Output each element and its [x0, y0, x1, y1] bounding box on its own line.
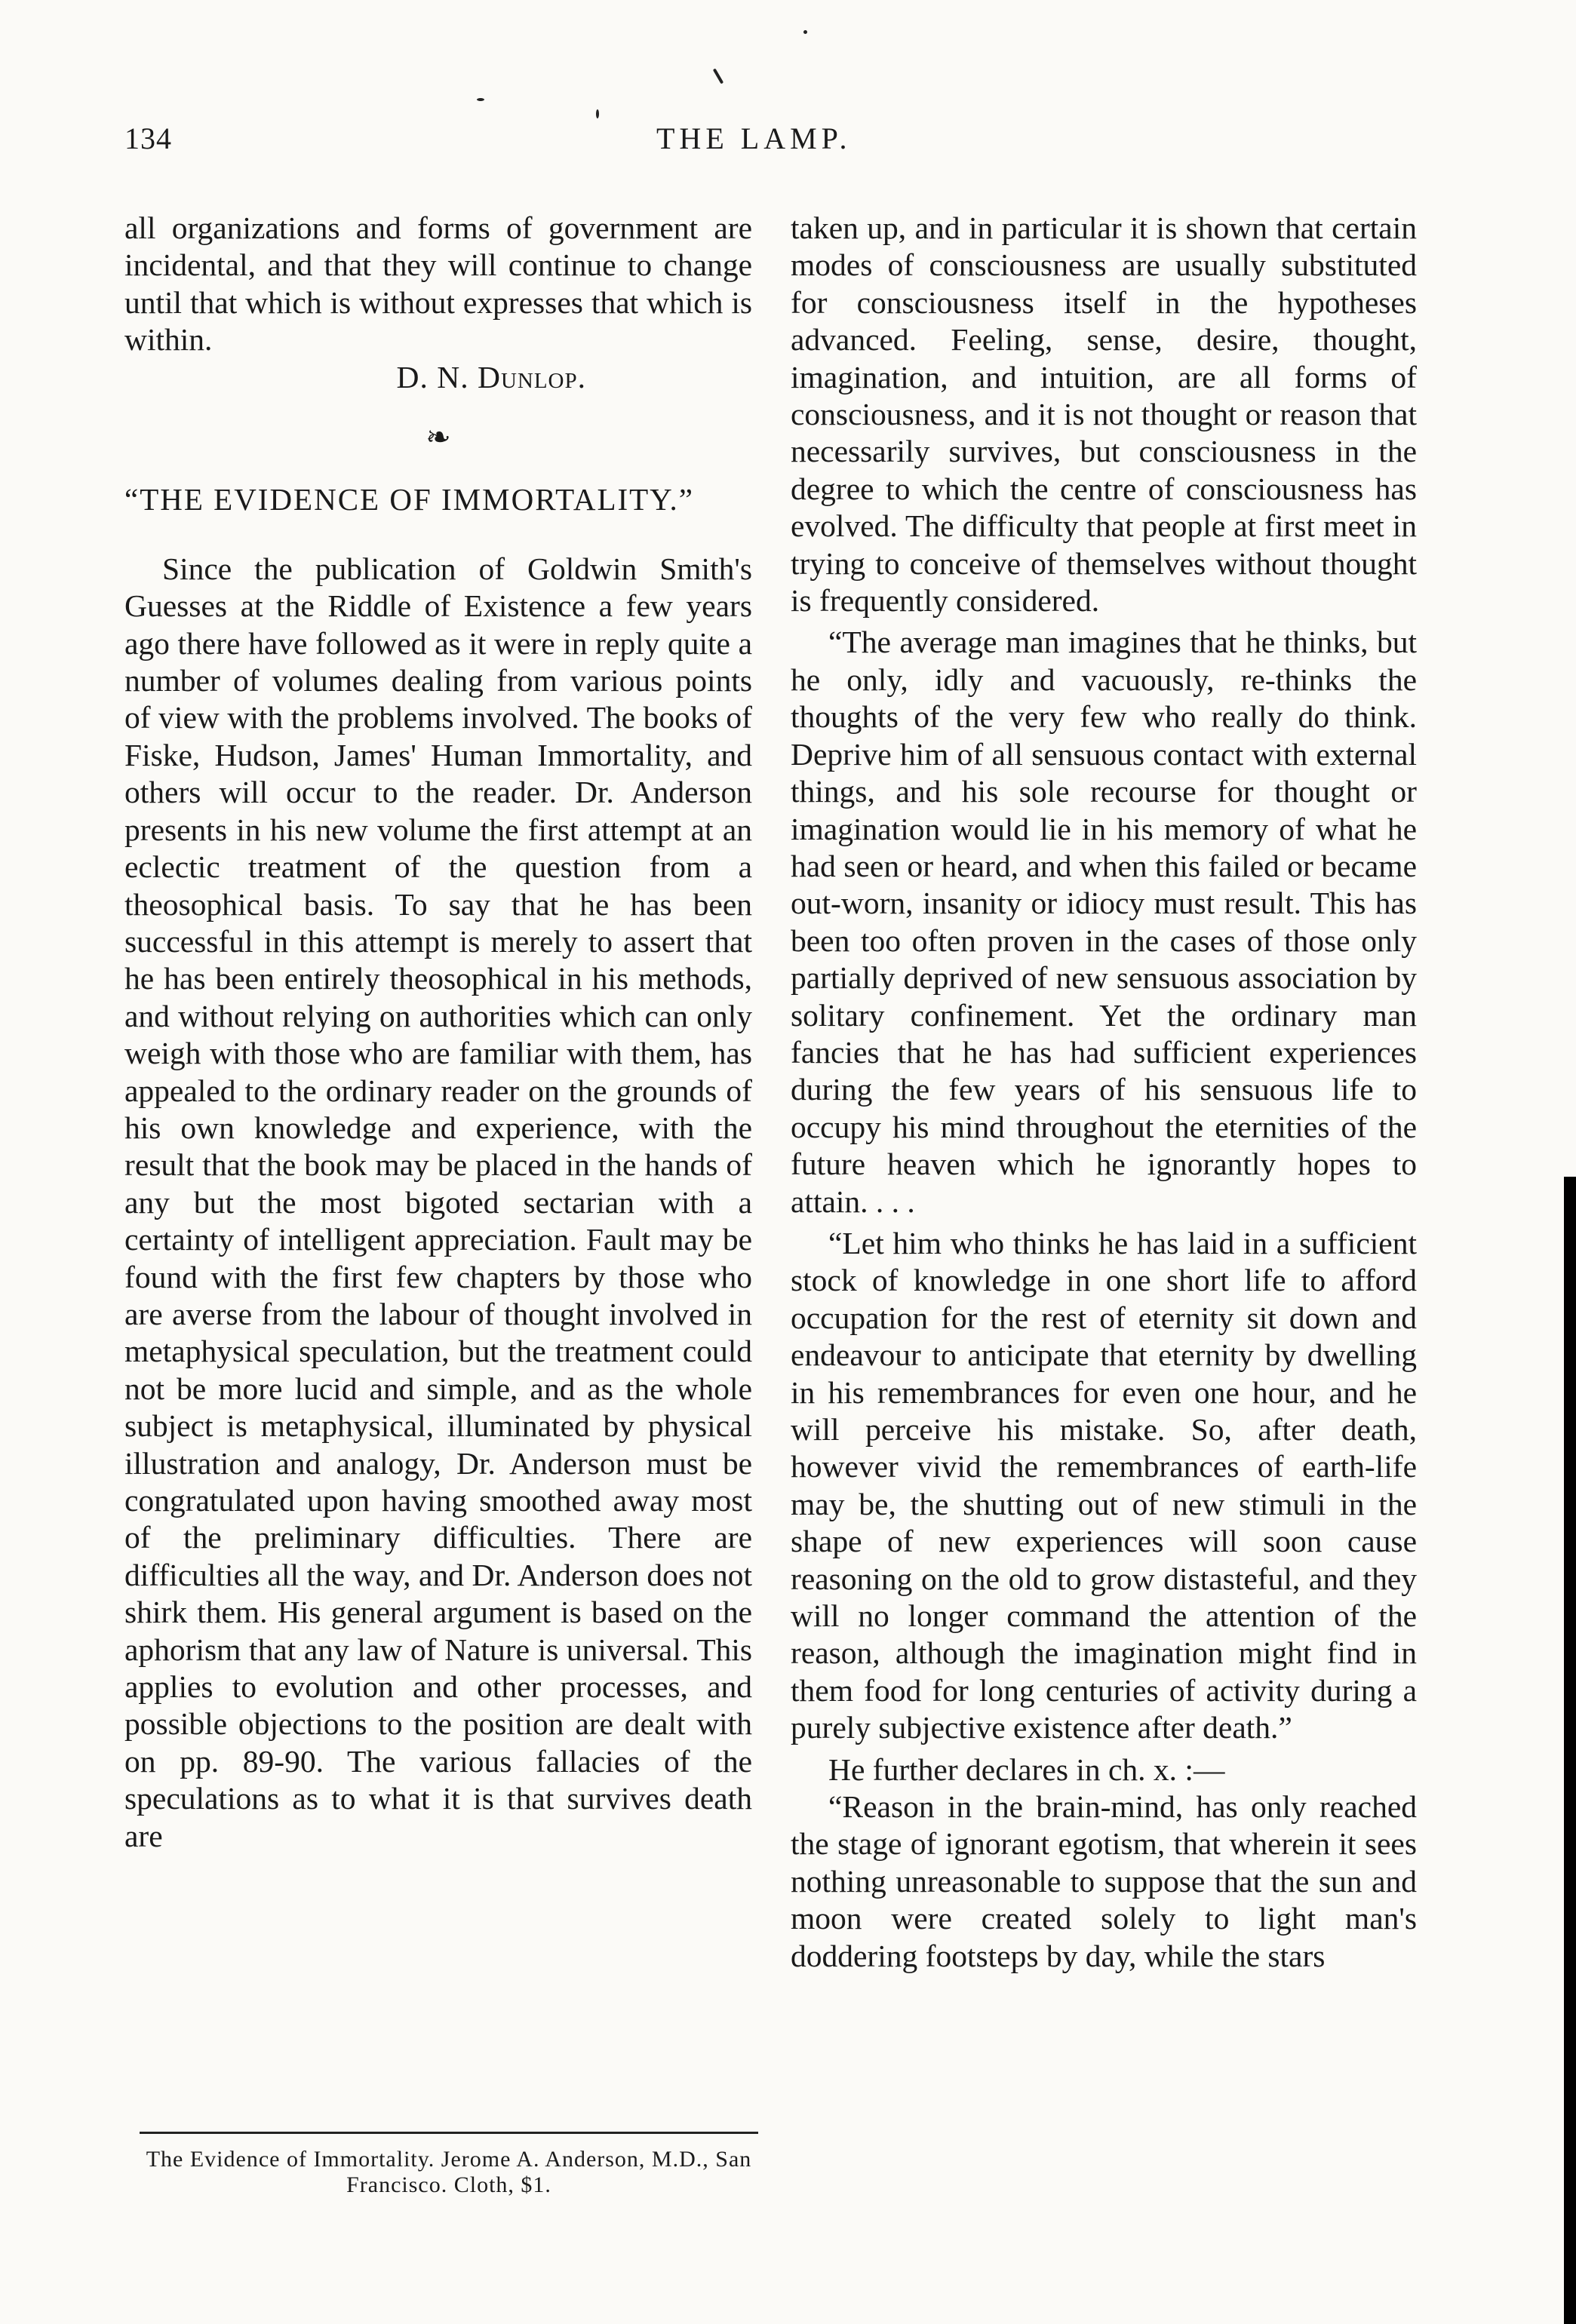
section-title: “THE EVIDENCE OF IMMORTALITY.” — [124, 482, 694, 517]
scan-speck — [596, 109, 599, 118]
left-column — [124, 210, 752, 1855]
quotation-1: “The average man imagines that he thinks, but he only, idly and vacuously, re-thinks the thoughts of the very few who really do think. Deprive him of all sensuous contact with external things, and his sole recourse for thought or imagination would lie in his memory of what he had seen or heard, and when this failed or became out-worn, insanity or idiocy must result. This has been too often proven in the cases of those only partially deprived of new sensuous association by solitary confinement. Yet the ordinary man fancies that he has had sufficient experiences during the few years of his sensuous life to occupy his mind throughout the eternities of the future heaven which he ignorantly hopes to attain. . . . — [791, 625, 1417, 1219]
review-paragraph-continued: taken up, and in particular it is shown that certain modes of consciousness are usually substituted for consciousness itself in the hypotheses advanced. Feeling, sense, desire, thought, imagination, and intuition, are all forms of consciousness, and it is not thought or reason that necessarily survives, but consciousness in the degree to which the centre of consciousness has evolved. The difficulty that people at first meet in trying to conceive of themselves without thought is frequently considered. — [791, 210, 1417, 619]
scan-speck — [713, 68, 723, 84]
opening-paragraph: all organizations and forms of government are incidental, and that they will continue to change until that which is without expresses that which is within. — [124, 210, 752, 358]
author-signature: D. N. Dunlop. — [396, 359, 586, 394]
chapter-lead-in: He further declares in ch. x. :— — [828, 1751, 1225, 1787]
quotation-3: “Reason in the brain-mind, has only reached the stage of ignorant egotism, that wherein it sees nothing unreasonable to suppose that the sun and moon were created solely to light man's doddering footsteps by day, while the stars — [791, 1789, 1417, 1973]
ornament-icon: ❧ — [425, 420, 451, 455]
scan-speck — [803, 30, 807, 34]
scan-speck — [477, 98, 484, 101]
running-title: THE LAMP. — [656, 121, 852, 155]
footnote-rule — [140, 2132, 758, 2134]
review-paragraph: Since the publication of Goldwin Smith's Guesses at the Riddle of Existence a few years ago there have followed as it were in reply quite a number of volumes dealing from various points of view with the problems involved. The books of Fiske, Hudson, James' Human Immortality, and others will occur to the reader. Dr. Anderson presents in his new volume the first attempt at an eclectic treatment of the question from a theosophical basis. To say that he has been successful in this attempt is merely to assert that he has been entirely theosophical in his methods, and without relying on authorities which can only weigh with those who are familiar with them, has appealed to the ordinary reader on the grounds of his own knowledge and experience, with the result that the book may be placed in the hands of any but the most bigoted sectarian with a certainty of intelligent appreciation. Fault may be found with the first few chapters by those who are averse from the labour of thought involved in metaphysical speculation, but the treatment could not be more lucid and simple, and as the whole subject is metaphysical, illuminated by physical illustration and analogy, Dr. Anderson must be congratulated upon having smoothed away most of the preliminary difficulties. There are difficulties all the way, and Dr. Anderson does not shirk them. His general argument is based on the aphorism that any law of Nature is universal. This applies to evolution and other processes, and possible objections to the position are dealt with on pp. 89-90. The various fallacies of the speculations as to what it is that survives death are — [124, 551, 752, 1853]
right-column — [791, 210, 1417, 1975]
footnote: The Evidence of Immortality. Jerome A. Anderson, M.D., San Francisco. Cloth, $1. — [146, 2147, 752, 2197]
quotation-2: “Let him who thinks he has laid in a sufficient stock of knowledge in one short life to afford occupation for the rest of eternity sit down and endeavour to anticipate that eternity by dwelling in his remembrances for even one hour, and he will perceive his mistake. So, after death, however vivid the remembrances of earth-life may be, the shutting out of new stimuli in the shape of new experiences will soon cause reasoning on the old to grow distasteful, and they will no longer command the attention of the reason, although the imagination might find in them food for long centuries of activity during a purely subjective existence after death.” — [791, 1225, 1417, 1745]
page-number: 134 — [124, 121, 172, 155]
scan-edge-line — [1564, 1177, 1576, 2324]
